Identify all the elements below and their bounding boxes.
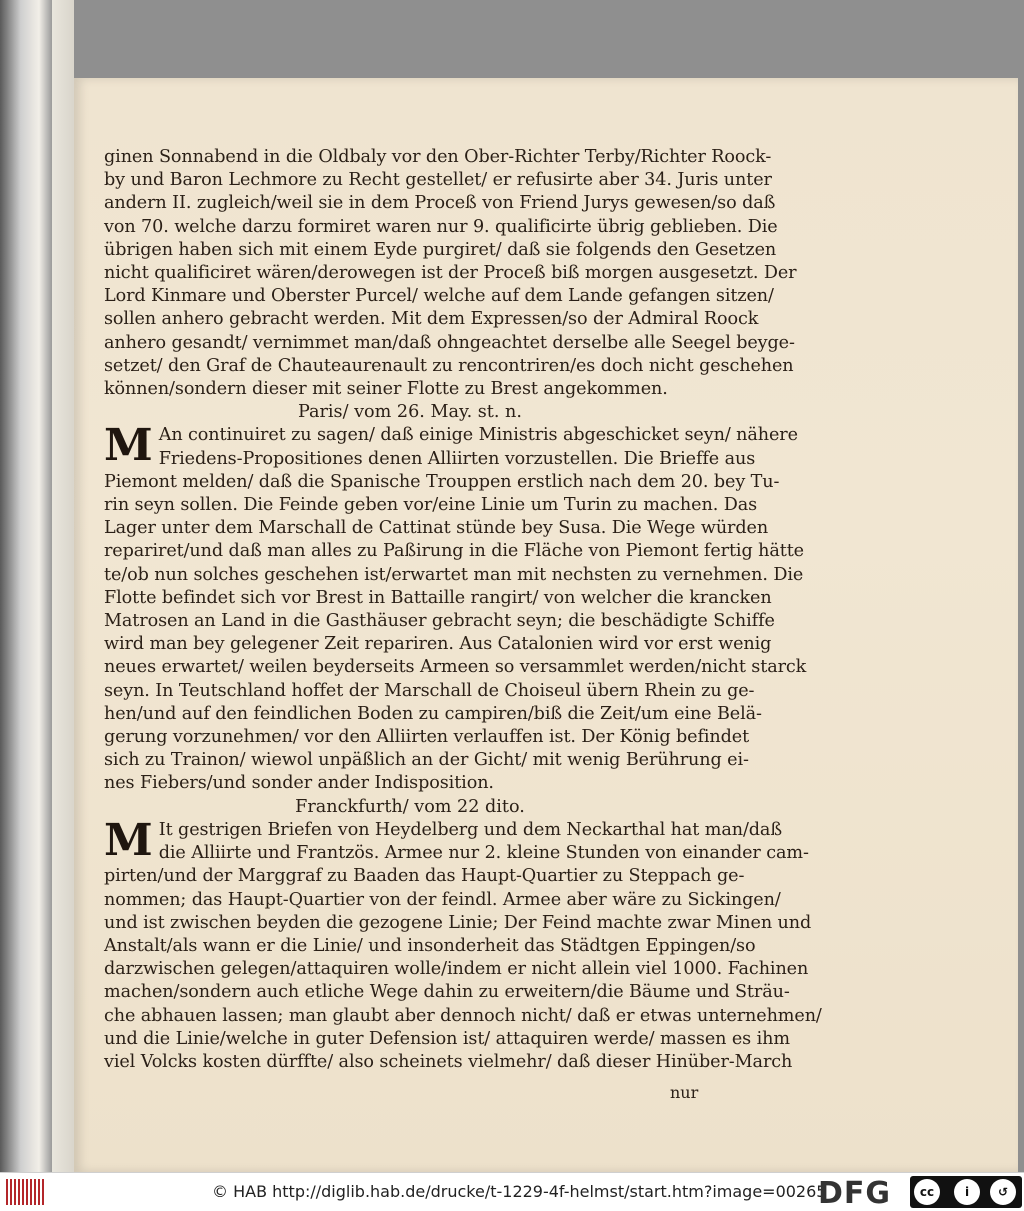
text-line: Lord Kinmare und Oberster Purcel/ welche auf dem Lande gefangen sitzen/ [104, 286, 774, 307]
text-line: seyn. In Teutschland hoffet der Marschall de Choiseul übern Rhein zu ge- [104, 680, 755, 701]
text-line: Lager unter dem Marschall de Cattinat stünde bey Susa. Die Wege würden [104, 518, 769, 539]
text-line: andern II. zugleich/weil sie in dem Proceß von Friend Jurys gewesen/so daß [104, 193, 776, 214]
text-line: sollen anhero gebracht werden. Mit dem Expressen/so der Admiral Roock [104, 309, 759, 330]
text-line: nes Fiebers/und sonder ander Indisposition. [104, 773, 494, 794]
text-line: viel Volcks kosten dürffte/ also scheinets vielmehr/ daß dieser Hinüber-March [104, 1051, 793, 1072]
text-line: setzet/ den Graf de Chauteaurenault zu rencontriren/es doch nicht geschehen [104, 355, 794, 376]
text-line: sich zu Trainon/ wiewol unpäßlich an der Gicht/ mit wenig Berührung ei- [104, 750, 749, 771]
text-line: Flotte befindet sich vor Brest in Battaille rangirt/ von welcher die krancken [104, 587, 772, 608]
frankfurt-paragraph [104, 814, 822, 1074]
text-line: by und Baron Lechmore zu Recht gestellet/ er refusirte aber 34. Juris unter [104, 170, 772, 191]
text-line: te/ob nun solches geschehen ist/erwartet man mit nechsten zu vernehmen. Die [104, 564, 804, 585]
paris-paragraph [104, 420, 807, 795]
paris-heading: Paris/ vom 26. May. st. n. [297, 402, 522, 423]
book-fold-edge [52, 0, 74, 1172]
scanned-page [74, 78, 1018, 1172]
sa-icon: ↺ [990, 1179, 1016, 1205]
text-line: hen/und auf den feindlichen Boden zu campiren/biß die Zeit/um eine Belä- [104, 703, 762, 724]
cc-icon: cc [914, 1179, 940, 1205]
text-line: und die Linie/welche in guter Defension ist/ attaquiren werde/ massen es ihm [104, 1028, 790, 1049]
text-line: wird man bey gelegener Zeit repariren. Aus Catalonien wird vor erst wenig [104, 634, 772, 655]
text-line: übrigen haben sich mit einem Eyde purgiret/ daß sie folgends den Gesetzen [104, 239, 777, 260]
hab-logo-icon[interactable] [6, 1179, 46, 1205]
text-line: machen/sondern auch etliche Wege dahin zu erweitern/die Bäume und Sträu- [104, 982, 790, 1003]
catchword: nur [670, 1083, 699, 1102]
text-line: und ist zwischen beyden die gezogene Linie; Der Feind machte zwar Minen und [104, 912, 812, 933]
text-line: nommen; das Haupt-Quartier von der feindl. Armee aber wäre zu Sickingen/ [104, 889, 781, 910]
frankfurt-initial: M [104, 814, 153, 866]
text-line: Matrosen an Land in die Gasthäuser gebracht seyn; die beschädigte Schiffe [104, 611, 775, 632]
source-credit-link[interactable]: © HAB http://diglib.hab.de/drucke/t-1229-4f-helmst/start.htm?image=00265 [212, 1182, 827, 1201]
text-line: darzwischen gelegen/attaquiren wolle/indem er nicht allein viel 1000. Fachinen [104, 959, 809, 980]
text-line: gerung vorzunehmen/ vor den Alliirten verlauffen ist. Der König befindet [104, 727, 750, 748]
text-line: neues erwartet/ weilen beyderseits Armeen so versammlet werden/nicht starck [104, 657, 807, 678]
text-line: An continuiret zu sagen/ daß einige Ministris abgeschicket seyn/ nähere [158, 425, 798, 446]
by-icon: i [954, 1179, 980, 1205]
text-line: können/sondern dieser mit seiner Flotte zu Brest angekommen. [104, 379, 668, 400]
cc-license-icon[interactable] [910, 1176, 1022, 1208]
footer-bar [0, 1172, 1024, 1211]
text-line: anhero gesandt/ vernimmet man/daß ohngeachtet derselbe alle Seegel beyge- [104, 332, 795, 353]
page-text [104, 146, 822, 1074]
text-line: nicht qualificiret wären/derowegen ist der Proceß biß morgen ausgesetzt. Der [104, 263, 797, 284]
text-line: repariret/und daß man alles zu Paßirung in die Fläche von Piemont fertig hätte [104, 541, 804, 562]
text-line: Piemont melden/ daß die Spanische Trouppen erstlich nach dem 20. bey Tu- [104, 471, 780, 492]
text-line: von 70. welche darzu formiret waren nur 9. qualificirte übrig geblieben. Die [104, 216, 778, 237]
text-line: die Alliirte und Frantzös. Armee nur 2. kleine Stunden von einander cam- [158, 843, 809, 864]
frankfurt-heading: Franckfurth/ vom 22 dito. [295, 796, 525, 817]
intro-paragraph [104, 146, 797, 401]
text-line: Anstalt/als wann er die Linie/ und insonderheit das Städtgen Eppingen/so [104, 935, 756, 956]
book-spine-edge [0, 0, 52, 1172]
text-line: ginen Sonnabend in die Oldbaly vor den Ober-Richter Terby/Richter Roock- [104, 147, 772, 167]
paris-initial: M [104, 420, 153, 472]
text-line: It gestrigen Briefen von Heydelberg und dem Neckarthal hat man/daß [158, 819, 782, 840]
text-line: rin seyn sollen. Die Feinde geben vor/eine Linie um Turin zu machen. Das [104, 495, 758, 516]
text-line: pirten/und der Marggraf zu Baaden das Haupt-Quartier zu Steppach ge- [104, 866, 745, 887]
dfg-logo[interactable]: DFG [818, 1176, 892, 1211]
text-line: che abhauen lassen; man glaubt aber dennoch nicht/ daß er etwas unternehmen/ [104, 1005, 822, 1026]
text-line: Friedens-Propositiones denen Alliirten vorzustellen. Die Brieffe aus [158, 448, 756, 469]
